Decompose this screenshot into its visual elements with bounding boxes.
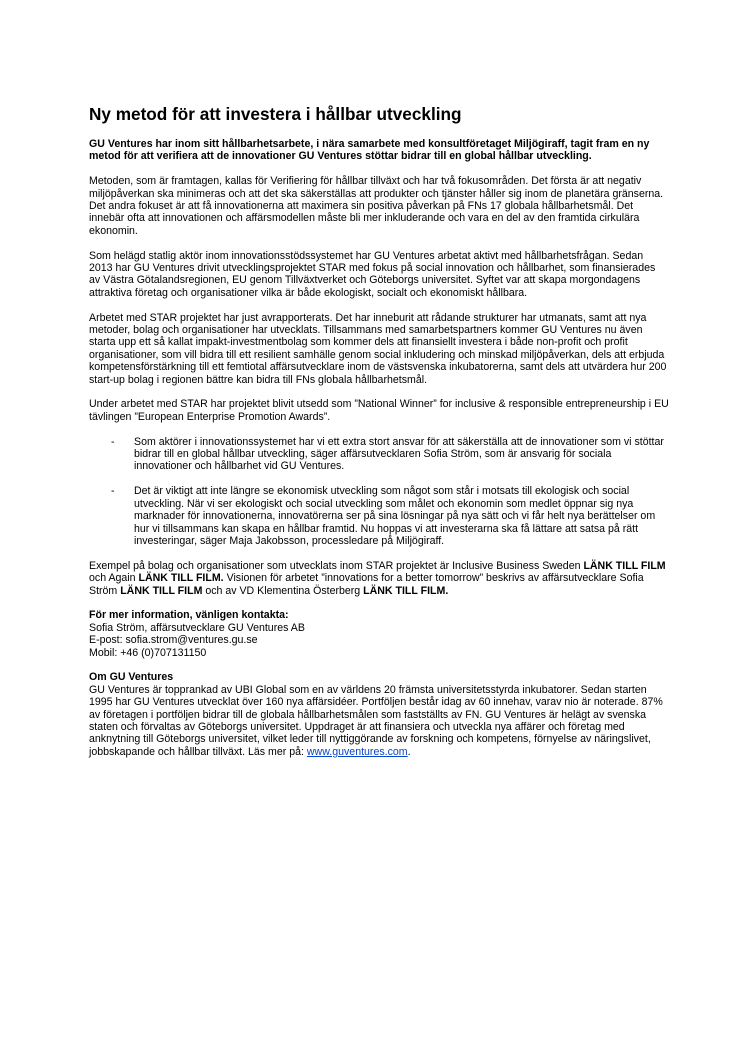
- quote-text: Som aktörer i innovationssystemet har vi ett extra stort ansvar för att säkerställa att de innovationer som vi stöttar bidrar till en global hållbar utveckling, säger affärsutvecklaren Sofia Ström, som är ansvarig för sociala innovationer och hållbarhet vid GU Ventures.: [134, 435, 664, 473]
- quote-item: [89, 436, 669, 473]
- film-link-sofia-strom: LÄNK TILL FILM: [120, 584, 203, 597]
- dash-bullet: -: [111, 485, 115, 498]
- contact-name: Sofia Ström, affärsutvecklare GU Ventures AB: [89, 621, 305, 634]
- quote-text: Det är viktigt att inte längre se ekonomisk utveckling som något som står i motsats till ekologisk och social utveckling. När vi ser ekologiskt och social utveckling som målet och ekonomin som medlet öppnar sig nya marknader för innovationerna, innovatörerna ser på sina lösningar på nya sätt och vi får helt nya berättelser om hur vi tillsammans kan skapa en hållbar framtid. Nu hoppas vi att investerarna ska få lättare att satsa på rätt investeringar, säger Maja Jakobsson, processledare på Miljögiraff.: [134, 485, 656, 547]
- page-title: Ny metod för att investera i hållbar utveckling: [89, 104, 462, 124]
- contact-block: [89, 609, 669, 659]
- website-link[interactable]: www.guventures.com: [306, 745, 408, 758]
- about-heading: Om GU Ventures: [89, 671, 174, 684]
- body-paragraph: Arbetet med STAR projektet har just avrapporterats. Det har inneburit att rådande strukturer har utmanats, samt att nya metoder, bolag och organisationer har utvecklats. Tillsammans med samarbetspartners kommer GU Ventures nu även starta upp ett så kallat impakt-investmentbolag som kommer dels att finansiellt investera i både non-profit och profit organisationer, som vill bidra till ett resilient samhälle genom social inkludering och minskad miljöpåverkan, dels att erbjuda kompetensförstärkning till ett femtiotal affärsutvecklare inom de västsvenska inkubatorerna, samt dels att utvärdera hur 200 start-up bolag i regionen bättre kan bidra till FNs globala hållbarhetsmål.: [89, 311, 667, 386]
- film-link-inclusive-business: LÄNK TILL FILM: [583, 559, 666, 572]
- document-body: [89, 104, 669, 771]
- lead-paragraph: GU Ventures har inom sitt hållbarhetsarbete, i nära samarbete med konsultföretaget Miljögiraff, tagit fram en ny metod för att verifiera att de innovationer GU Ventures stöttar bidrar till en global hållbar utveckling.: [89, 138, 650, 163]
- body-paragraph: Metoden, som är framtagen, kallas för Verifiering för hållbar tillväxt och har två fokusområden. Det första är att negativ miljöpåverkan ska minimeras och att det ska säkerställas att produkter och tjänster håller sig inom de planetära gränserna. Det andra fokuset är att få innovationerna att maximera sin positiva påverkan på FNs 17 globala hållbarhetsmål. Det innebär ofta att innovationen och affärsmodellen måste bli mer inkluderande och vara en del av den framtida cirkulära ekonomin.: [89, 175, 664, 237]
- examples-text: Exempel på bolag och organisationer som utvecklats inom STAR projektet är Inclusive Business Sweden: [89, 559, 584, 572]
- about-text: GU Ventures är topprankad av UBI Global som en av världens 20 främsta universitetsstyrda inkubatorer. Sedan starten 1995 har GU Ventures utvecklat över 160 nya affärsidéer. Portföljen består idag av 60 innehav, varav nio är noterade. 87% av företagen i portföljen bidrar till de globala hållbarhetsmålen som fastställts av FN. GU Ventures är helägt av svenska staten och förvaltas av Göteborgs universitet. Uppdraget är att finansiera och utveckla nya affärer och företag med anknytning till Göteborgs universitet, vilket leder till nyttiggörande av forskning och kompetens, förnyelse av näringslivet, jobbskapande och hållbar tillväxt. Läs mer på:: [89, 683, 663, 758]
- examples-text: och av VD Klementina Österberg: [202, 584, 364, 597]
- about-block: [89, 671, 669, 758]
- examples-text: och Again: [89, 572, 139, 585]
- contact-phone: Mobil: +46 (0)707131150: [89, 646, 207, 659]
- examples-paragraph: [89, 560, 669, 597]
- dash-bullet: -: [111, 435, 115, 448]
- film-link-again: LÄNK TILL FILM.: [138, 572, 224, 585]
- link-suffix: .: [407, 745, 411, 758]
- contact-email: E-post: sofia.strom@ventures.gu.se: [89, 634, 258, 647]
- examples-text: Visionen för arbetet ”innovations for a better tomorrow” beskrivs av affärsutvecklare Sofia Ström: [89, 572, 644, 597]
- quote-item: [89, 485, 669, 547]
- body-paragraph: Som helägd statlig aktör inom innovationsstödssystemet har GU Ventures arbetat aktivt med hållbarhetsfrågan. Sedan 2013 har GU Ventures drivit utvecklingsprojektet STAR med fokus på social innovation och hållbarhet, som finansierades av Västra Götalandsregionen, EU genom Tillväxtverket och Göteborgs universitet. Syftet var att skapa morgondagens attraktiva företag och organisationer vilka är både ekologiskt, socialt och ekonomiskt hållbara.: [89, 249, 656, 299]
- body-paragraph: Under arbetet med STAR har projektet blivit utsedd som ”National Winner” for inclusive & responsible entrepreneurship i EU tävlingen ”European Enterprise Promotion Awards”.: [89, 398, 669, 423]
- contact-heading: För mer information, vänligen kontakta:: [89, 609, 289, 622]
- film-link-klementina-osterberg: LÄNK TILL FILM.: [363, 584, 449, 597]
